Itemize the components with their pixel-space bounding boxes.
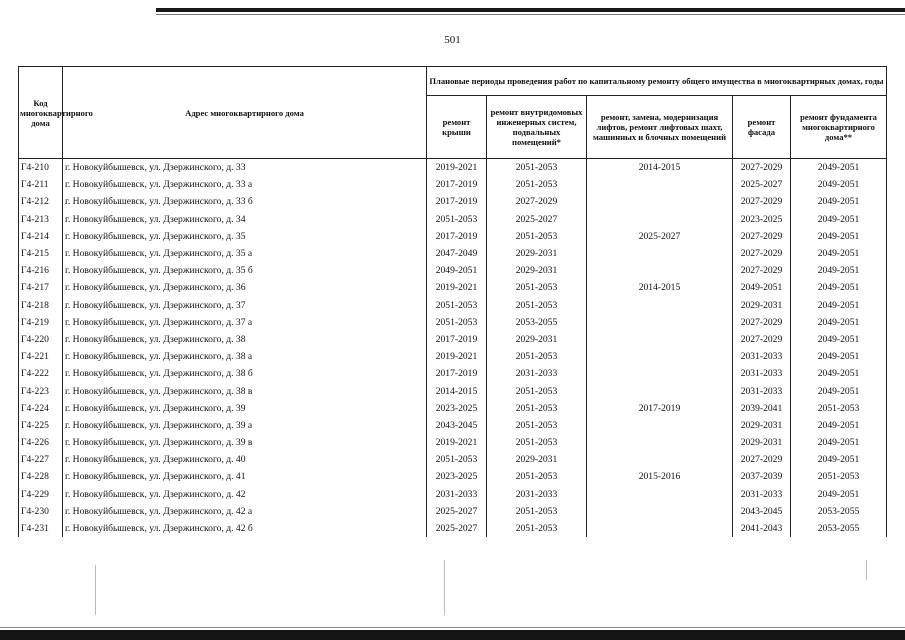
cell-roof: 2043-2045 [427, 417, 487, 434]
cell-foundation: 2049-2051 [791, 176, 887, 193]
cell-roof: 2051-2053 [427, 451, 487, 468]
table-row [19, 382, 887, 399]
cell-foundation: 2049-2051 [791, 382, 887, 399]
cell-address: г. Новокуйбышевск, ул. Дзержинского, д. 39 а [63, 417, 427, 434]
cell-code: Г4-230 [19, 503, 63, 520]
cell-facade: 2029-2031 [733, 434, 791, 451]
header-engineering: ремонт внутридомовых инженерных систем, подвальных помещений* [487, 96, 587, 159]
cell-elevators [587, 331, 733, 348]
cell-code: Г4-211 [19, 176, 63, 193]
cell-code: Г4-222 [19, 365, 63, 382]
cell-foundation: 2049-2051 [791, 365, 887, 382]
cell-roof: 2019-2021 [427, 348, 487, 365]
bottom-scan-line [0, 627, 905, 628]
cell-foundation: 2049-2051 [791, 245, 887, 262]
cell-roof: 2025-2027 [427, 520, 487, 537]
cell-engineering: 2027-2029 [487, 193, 587, 210]
cell-roof: 2019-2021 [427, 159, 487, 177]
cell-foundation: 2051-2053 [791, 400, 887, 417]
cell-address: г. Новокуйбышевск, ул. Дзержинского, д. 37 а [63, 314, 427, 331]
cell-engineering: 2031-2033 [487, 365, 587, 382]
cell-facade: 2027-2029 [733, 314, 791, 331]
cell-roof: 2051-2053 [427, 297, 487, 314]
cell-address: г. Новокуйбышевск, ул. Дзержинского, д. 39 [63, 400, 427, 417]
cell-elevators [587, 451, 733, 468]
table-row [19, 417, 887, 434]
cell-foundation: 2053-2055 [791, 503, 887, 520]
cell-elevators [587, 382, 733, 399]
cell-elevators [587, 262, 733, 279]
cell-foundation: 2049-2051 [791, 228, 887, 245]
cell-code: Г4-219 [19, 314, 63, 331]
table-row [19, 365, 887, 382]
scan-artifact [95, 565, 96, 615]
cell-address: г. Новокуйбышевск, ул. Дзержинского, д. 38 [63, 331, 427, 348]
table-row [19, 228, 887, 245]
cell-code: Г4-214 [19, 228, 63, 245]
cell-engineering: 2031-2033 [487, 486, 587, 503]
cell-roof: 2025-2027 [427, 503, 487, 520]
top-scan-border [156, 8, 905, 12]
cell-elevators [587, 211, 733, 228]
cell-facade: 2031-2033 [733, 365, 791, 382]
cell-foundation: 2049-2051 [791, 434, 887, 451]
cell-roof: 2031-2033 [427, 486, 487, 503]
cell-engineering: 2051-2053 [487, 417, 587, 434]
capital-repair-schedule-table [18, 66, 887, 537]
cell-elevators [587, 297, 733, 314]
cell-code: Г4-217 [19, 279, 63, 296]
cell-address: г. Новокуйбышевск, ул. Дзержинского, д. 41 [63, 468, 427, 485]
cell-engineering: 2051-2053 [487, 279, 587, 296]
cell-facade: 2027-2029 [733, 159, 791, 177]
header-code: Код многоквартирного дома [19, 67, 63, 159]
cell-code: Г4-224 [19, 400, 63, 417]
top-scan-line [156, 14, 905, 15]
cell-code: Г4-212 [19, 193, 63, 210]
table-row [19, 245, 887, 262]
cell-address: г. Новокуйбышевск, ул. Дзержинского, д. 35 б [63, 262, 427, 279]
cell-address: г. Новокуйбышевск, ул. Дзержинского, д. 42 [63, 486, 427, 503]
cell-engineering: 2051-2053 [487, 503, 587, 520]
cell-engineering: 2051-2053 [487, 520, 587, 537]
cell-foundation: 2049-2051 [791, 297, 887, 314]
cell-address: г. Новокуйбышевск, ул. Дзержинского, д. 39 в [63, 434, 427, 451]
cell-roof: 2017-2019 [427, 228, 487, 245]
table-body [19, 159, 887, 538]
cell-elevators [587, 193, 733, 210]
cell-elevators [587, 486, 733, 503]
page-number: 501 [444, 34, 461, 46]
cell-facade: 2039-2041 [733, 400, 791, 417]
cell-foundation: 2049-2051 [791, 279, 887, 296]
cell-code: Г4-215 [19, 245, 63, 262]
cell-engineering: 2051-2053 [487, 176, 587, 193]
cell-foundation: 2049-2051 [791, 193, 887, 210]
cell-facade: 2023-2025 [733, 211, 791, 228]
cell-facade: 2041-2043 [733, 520, 791, 537]
cell-elevators: 2014-2015 [587, 159, 733, 177]
cell-roof: 2017-2019 [427, 331, 487, 348]
cell-roof: 2019-2021 [427, 434, 487, 451]
cell-engineering: 2051-2053 [487, 159, 587, 177]
cell-foundation: 2049-2051 [791, 331, 887, 348]
header-facade: ремонт фасада [733, 96, 791, 159]
cell-elevators: 2015-2016 [587, 468, 733, 485]
cell-foundation: 2049-2051 [791, 159, 887, 177]
cell-engineering: 2029-2031 [487, 245, 587, 262]
cell-elevators [587, 245, 733, 262]
cell-engineering: 2051-2053 [487, 400, 587, 417]
cell-roof: 2017-2019 [427, 193, 487, 210]
cell-address: г. Новокуйбышевск, ул. Дзержинского, д. 42 б [63, 520, 427, 537]
cell-address: г. Новокуйбышевск, ул. Дзержинского, д. 37 [63, 297, 427, 314]
cell-code: Г4-213 [19, 211, 63, 228]
cell-address: г. Новокуйбышевск, ул. Дзержинского, д. 40 [63, 451, 427, 468]
cell-foundation: 2049-2051 [791, 211, 887, 228]
cell-facade: 2029-2031 [733, 417, 791, 434]
cell-address: г. Новокуйбышевск, ул. Дзержинского, д. 35 а [63, 245, 427, 262]
table-row [19, 314, 887, 331]
table-row [19, 262, 887, 279]
cell-elevators [587, 314, 733, 331]
cell-roof: 2017-2019 [427, 176, 487, 193]
cell-code: Г4-218 [19, 297, 63, 314]
cell-roof: 2049-2051 [427, 262, 487, 279]
cell-foundation: 2051-2053 [791, 468, 887, 485]
cell-facade: 2037-2039 [733, 468, 791, 485]
cell-elevators: 2014-2015 [587, 279, 733, 296]
table-row [19, 434, 887, 451]
cell-roof: 2023-2025 [427, 400, 487, 417]
cell-address: г. Новокуйбышевск, ул. Дзержинского, д. 36 [63, 279, 427, 296]
cell-engineering: 2051-2053 [487, 382, 587, 399]
cell-facade: 2031-2033 [733, 348, 791, 365]
cell-address: г. Новокуйбышевск, ул. Дзержинского, д. 38 б [63, 365, 427, 382]
cell-foundation: 2049-2051 [791, 262, 887, 279]
cell-engineering: 2029-2031 [487, 262, 587, 279]
cell-engineering: 2029-2031 [487, 451, 587, 468]
cell-facade: 2027-2029 [733, 228, 791, 245]
table-row [19, 348, 887, 365]
table-row [19, 486, 887, 503]
cell-code: Г4-226 [19, 434, 63, 451]
cell-address: г. Новокуйбышевск, ул. Дзержинского, д. 33 [63, 159, 427, 177]
cell-code: Г4-225 [19, 417, 63, 434]
cell-facade: 2027-2029 [733, 193, 791, 210]
cell-facade: 2025-2027 [733, 176, 791, 193]
cell-facade: 2027-2029 [733, 245, 791, 262]
cell-elevators [587, 417, 733, 434]
cell-elevators: 2025-2027 [587, 228, 733, 245]
cell-code: Г4-231 [19, 520, 63, 537]
cell-engineering: 2053-2055 [487, 314, 587, 331]
header-periods-group: Плановые периоды проведения работ по капитальному ремонту общего имущества в многоквартирных домах, годы [427, 67, 887, 96]
table-row [19, 400, 887, 417]
cell-foundation: 2049-2051 [791, 451, 887, 468]
cell-roof: 2051-2053 [427, 314, 487, 331]
table-row [19, 297, 887, 314]
scan-artifact [866, 560, 867, 580]
cell-foundation: 2049-2051 [791, 314, 887, 331]
cell-engineering: 2051-2053 [487, 434, 587, 451]
bottom-scan-border [0, 630, 905, 640]
cell-roof: 2017-2019 [427, 365, 487, 382]
cell-code: Г4-221 [19, 348, 63, 365]
cell-roof: 2051-2053 [427, 211, 487, 228]
cell-facade: 2031-2033 [733, 486, 791, 503]
cell-engineering: 2025-2027 [487, 211, 587, 228]
cell-foundation: 2053-2055 [791, 520, 887, 537]
cell-facade: 2031-2033 [733, 382, 791, 399]
cell-foundation: 2049-2051 [791, 417, 887, 434]
cell-engineering: 2051-2053 [487, 348, 587, 365]
header-foundation: ремонт фундамента многоквартирного дома** [791, 96, 887, 159]
cell-address: г. Новокуйбышевск, ул. Дзержинского, д. 34 [63, 211, 427, 228]
cell-code: Г4-229 [19, 486, 63, 503]
table-row [19, 520, 887, 537]
table-row [19, 176, 887, 193]
cell-code: Г4-227 [19, 451, 63, 468]
cell-code: Г4-210 [19, 159, 63, 177]
cell-roof: 2023-2025 [427, 468, 487, 485]
cell-engineering: 2029-2031 [487, 331, 587, 348]
cell-foundation: 2049-2051 [791, 348, 887, 365]
cell-engineering: 2051-2053 [487, 297, 587, 314]
cell-facade: 2029-2031 [733, 297, 791, 314]
header-roof: ремонт крыши [427, 96, 487, 159]
table-row [19, 193, 887, 210]
cell-engineering: 2051-2053 [487, 468, 587, 485]
cell-facade: 2043-2045 [733, 503, 791, 520]
table-row [19, 331, 887, 348]
cell-code: Г4-223 [19, 382, 63, 399]
cell-facade: 2027-2029 [733, 451, 791, 468]
cell-address: г. Новокуйбышевск, ул. Дзержинского, д. 33 б [63, 193, 427, 210]
cell-address: г. Новокуйбышевск, ул. Дзержинского, д. 42 а [63, 503, 427, 520]
table-row [19, 279, 887, 296]
cell-roof: 2014-2015 [427, 382, 487, 399]
cell-address: г. Новокуйбышевск, ул. Дзержинского, д. 38 в [63, 382, 427, 399]
table-row [19, 468, 887, 485]
cell-code: Г4-228 [19, 468, 63, 485]
header-elevators: ремонт, замена, модернизация лифтов, ремонт лифтовых шахт, машинных и блочных помещений [587, 96, 733, 159]
table-row [19, 159, 887, 177]
cell-roof: 2047-2049 [427, 245, 487, 262]
table-row [19, 451, 887, 468]
cell-elevators [587, 520, 733, 537]
cell-elevators [587, 348, 733, 365]
cell-code: Г4-220 [19, 331, 63, 348]
table-row [19, 211, 887, 228]
table-row [19, 503, 887, 520]
cell-elevators [587, 503, 733, 520]
cell-roof: 2019-2021 [427, 279, 487, 296]
cell-code: Г4-216 [19, 262, 63, 279]
cell-facade: 2027-2029 [733, 262, 791, 279]
cell-facade: 2027-2029 [733, 331, 791, 348]
scan-artifact [444, 560, 445, 615]
cell-foundation: 2049-2051 [791, 486, 887, 503]
cell-elevators [587, 365, 733, 382]
cell-address: г. Новокуйбышевск, ул. Дзержинского, д. 33 а [63, 176, 427, 193]
cell-elevators: 2017-2019 [587, 400, 733, 417]
cell-elevators [587, 434, 733, 451]
header-address: Адрес многоквартирного дома [63, 67, 427, 159]
cell-elevators [587, 176, 733, 193]
cell-engineering: 2051-2053 [487, 228, 587, 245]
cell-address: г. Новокуйбышевск, ул. Дзержинского, д. 38 а [63, 348, 427, 365]
cell-facade: 2049-2051 [733, 279, 791, 296]
cell-address: г. Новокуйбышевск, ул. Дзержинского, д. 35 [63, 228, 427, 245]
